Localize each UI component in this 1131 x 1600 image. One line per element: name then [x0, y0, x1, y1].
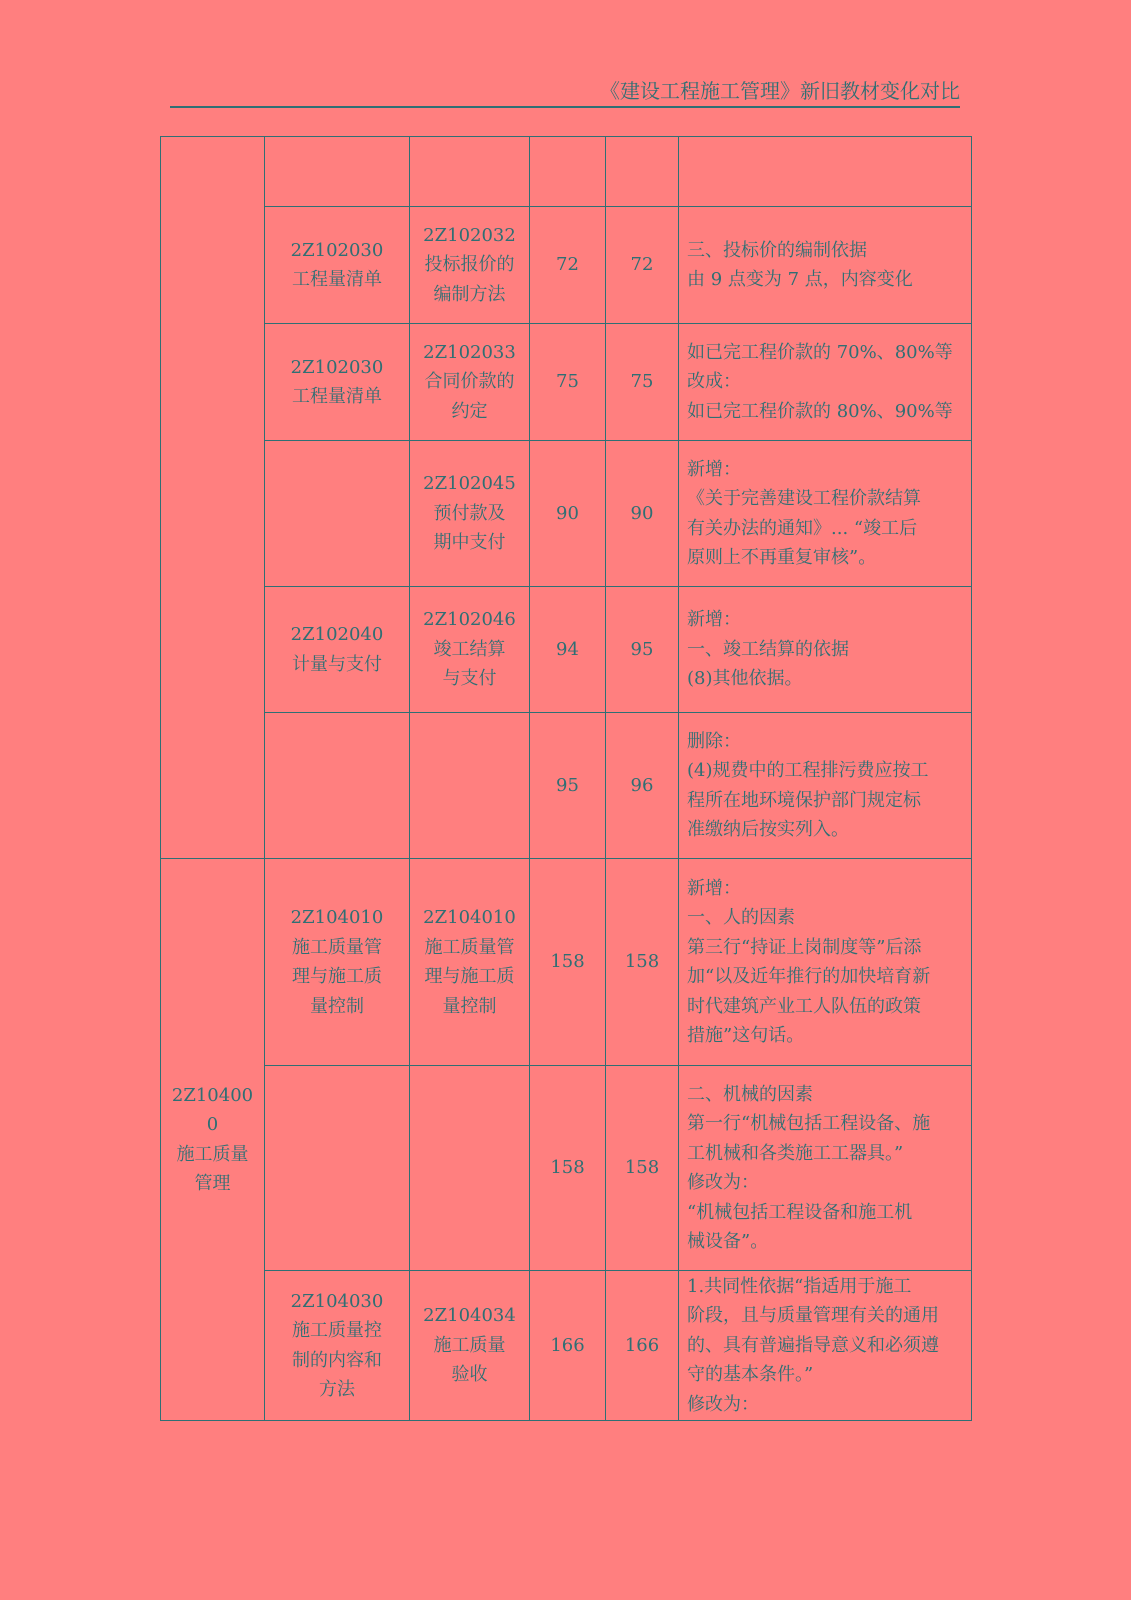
change-note-cell	[679, 441, 972, 587]
chapter-cell	[161, 137, 265, 859]
cell-line: 加“以及近年推行的加快培育新	[687, 966, 931, 987]
new-page-cell: 75	[606, 324, 679, 441]
cell-line: 工机械和各类施工工器具。”	[687, 1142, 904, 1164]
cell-line: 量控制	[310, 995, 364, 1017]
cell-line: 由 9 点变为 7 点，内容变化	[687, 269, 913, 290]
cell-line: 第一行“机械包括工程设备、施	[687, 1113, 931, 1134]
cell-line: 2Z102040	[290, 624, 384, 645]
cell-line: 程所在地环境保护部门规定标	[687, 789, 921, 811]
section-cell	[265, 207, 410, 324]
item-cell	[410, 587, 530, 713]
section-cell	[265, 1271, 410, 1421]
section-cell	[265, 324, 410, 441]
cell-line: 2Z104000	[171, 1084, 254, 1135]
cell-line: 方法	[319, 1379, 355, 1400]
section-cell	[265, 137, 410, 207]
section-cell	[265, 713, 410, 859]
section-cell	[265, 859, 410, 1066]
cell-line: 修改为：	[687, 1172, 759, 1193]
cell-line: 约定	[451, 400, 488, 422]
old-page-cell: 94	[530, 587, 606, 713]
change-note-cell	[679, 713, 972, 859]
cell-line: 1.共同性依据“指适用于施工	[687, 1275, 912, 1297]
cell-line: 原则上不再重复审核”。	[687, 547, 877, 568]
cell-line: 如已完工程价款的 80%、90%等	[687, 400, 953, 422]
old-page-cell: 95	[530, 713, 606, 859]
cell-line: 二、机械的因素	[687, 1083, 813, 1105]
cell-line: 械设备”。	[687, 1231, 769, 1252]
cell-line: 删除：	[687, 730, 741, 752]
old-page-cell: 158	[530, 1066, 606, 1271]
cell-line: 2Z104010	[290, 907, 384, 928]
table-row	[161, 324, 972, 441]
cell-line: 阶段，且与质量管理有关的通用	[687, 1305, 939, 1327]
item-cell	[410, 324, 530, 441]
new-page-cell: 166	[606, 1271, 679, 1421]
cell-line: 验收	[451, 1364, 488, 1386]
cell-line: 与支付	[442, 668, 497, 690]
cell-line: 时代建筑产业工人队伍的政策	[687, 995, 921, 1017]
cell-line: 如已完工程价款的 70%、80%等	[687, 341, 953, 363]
cell-line: 2Z102045	[423, 473, 516, 495]
cell-line: 合同价款的	[424, 371, 515, 393]
change-note-cell	[679, 207, 972, 324]
item-cell	[410, 1066, 530, 1271]
cell-line: 2Z102030	[290, 239, 384, 261]
cell-line: 预付款及	[433, 502, 506, 524]
new-page-cell: 158	[606, 859, 679, 1066]
old-page-cell	[530, 137, 606, 207]
cell-line: 2Z102046	[423, 609, 516, 631]
cell-line: 管理	[194, 1173, 231, 1194]
cell-line: 有关办法的通知》... “竣工后	[687, 517, 918, 539]
cell-line: (8)其他依据。	[687, 668, 803, 690]
new-page-cell: 96	[606, 713, 679, 859]
change-note-cell	[679, 587, 972, 713]
old-page-cell: 166	[530, 1271, 606, 1421]
cell-line: 一、人的因素	[687, 907, 795, 928]
table-row	[161, 1271, 972, 1421]
cell-line: 三、投标价的编制依据	[687, 239, 867, 261]
cell-line: 《关于完善建设工程价款结算	[687, 488, 921, 509]
cell-line: 理与施工质	[292, 966, 382, 987]
cell-line: 新增：	[687, 877, 741, 899]
item-cell	[410, 859, 530, 1066]
cell-line: 竣工结算	[433, 638, 506, 660]
cell-line: 第三行“持证上岗制度等”后添	[687, 936, 922, 958]
cell-line: (4)规费中的工程排污费应按工	[687, 760, 929, 781]
cell-line: 投标报价的	[424, 254, 515, 276]
cell-line: 准缴纳后按实列入。	[687, 819, 849, 840]
table-row	[161, 441, 972, 587]
section-cell	[265, 587, 410, 713]
new-page-cell: 158	[606, 1066, 679, 1271]
cell-line: 改成：	[687, 371, 741, 393]
change-note-cell	[679, 137, 972, 207]
table-row	[161, 1066, 972, 1271]
cell-line: 施工质量管	[292, 936, 382, 958]
cell-line: 新增：	[687, 609, 741, 631]
old-page-cell: 158	[530, 859, 606, 1066]
new-page-cell	[606, 137, 679, 207]
cell-line: 修改为：	[687, 1393, 759, 1415]
cell-line: 2Z102030	[290, 356, 384, 378]
table-row	[161, 137, 972, 207]
cell-line: 的、具有普遍指导意义和必须遵	[687, 1334, 939, 1356]
cell-line: 2Z102032	[423, 224, 516, 246]
cell-line: 2Z104034	[423, 1305, 516, 1327]
cell-line: 2Z104010	[423, 907, 516, 928]
item-cell	[410, 207, 530, 324]
item-cell	[410, 137, 530, 207]
table-row	[161, 713, 972, 859]
cell-line: 施工质量管	[424, 936, 515, 958]
cell-line: 措施”这句话。	[687, 1025, 805, 1046]
cell-line: 量控制	[442, 995, 497, 1017]
cell-line: 期中支付	[433, 532, 506, 554]
cell-line: 工程量清单	[292, 386, 382, 407]
item-cell	[410, 1271, 530, 1421]
cell-line: 编制方法	[433, 283, 506, 305]
change-note-cell	[679, 324, 972, 441]
table-row	[161, 207, 972, 324]
item-cell	[410, 441, 530, 587]
change-note-cell	[679, 1066, 972, 1271]
new-page-cell: 95	[606, 587, 679, 713]
cell-line: 一、竣工结算的依据	[687, 638, 849, 660]
section-cell	[265, 1066, 410, 1271]
section-cell	[265, 441, 410, 587]
cell-line: 施工质量	[176, 1143, 249, 1165]
page-header-title: 《建设工程施工管理》新旧教材变化对比	[170, 78, 960, 108]
item-cell	[410, 713, 530, 859]
cell-line: “机械包括工程设备和施工机	[687, 1201, 913, 1223]
new-page-cell: 72	[606, 207, 679, 324]
cell-line: 施工质量控	[292, 1320, 382, 1341]
table-row	[161, 859, 972, 1066]
cell-line: 制的内容和	[292, 1349, 382, 1371]
cell-line: 2Z104030	[290, 1290, 384, 1312]
cell-line: 计量与支付	[292, 653, 382, 675]
comparison-table	[160, 136, 972, 1421]
cell-line: 工程量清单	[292, 269, 382, 290]
cell-line: 施工质量	[433, 1334, 506, 1356]
change-note-cell	[679, 859, 972, 1066]
table-row	[161, 587, 972, 713]
cell-line: 新增：	[687, 458, 741, 480]
cell-line: 守的基本条件。”	[687, 1364, 814, 1386]
cell-line: 2Z102033	[423, 341, 516, 363]
cell-line: 理与施工质	[424, 966, 515, 987]
old-page-cell: 75	[530, 324, 606, 441]
change-note-cell	[679, 1271, 972, 1421]
chapter-cell	[161, 859, 265, 1421]
old-page-cell: 90	[530, 441, 606, 587]
new-page-cell: 90	[606, 441, 679, 587]
old-page-cell: 72	[530, 207, 606, 324]
